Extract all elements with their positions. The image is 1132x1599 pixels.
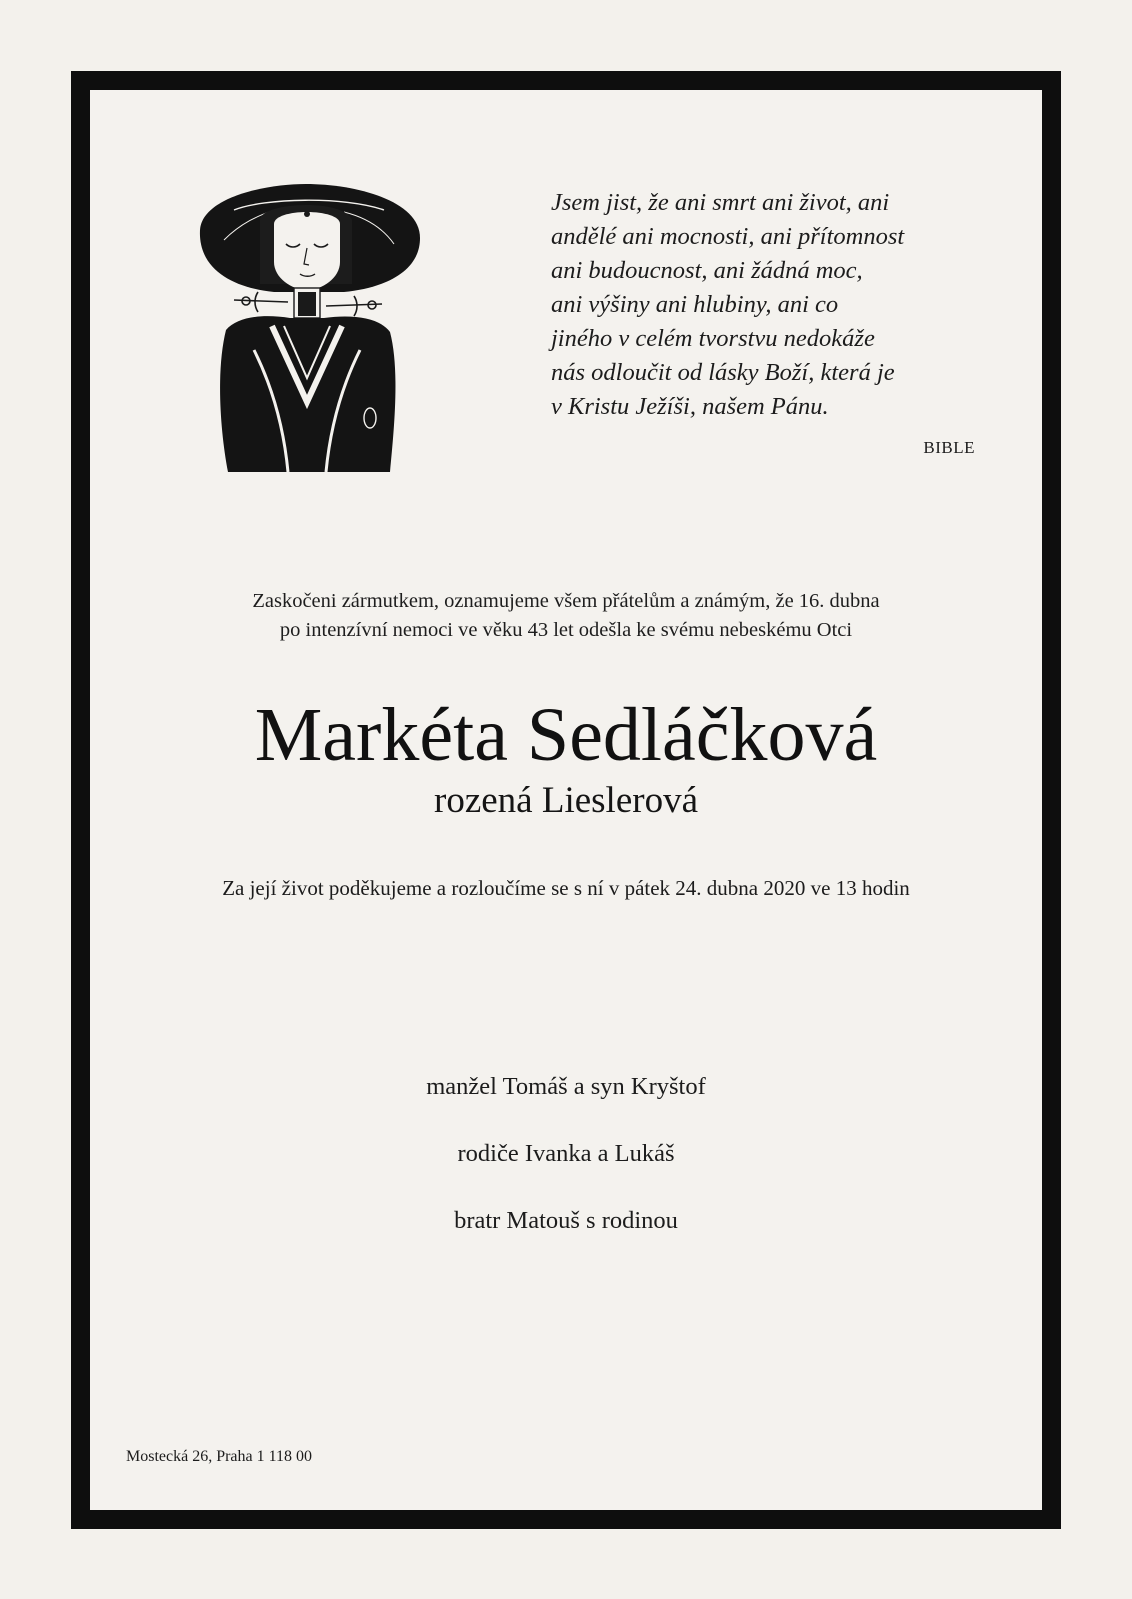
mourner-entry: bratr Matouš s rodinou: [454, 1207, 678, 1234]
quote-line: ani budoucnost, ani žádná moc,: [551, 257, 863, 284]
mourner-entry: rodiče Ivanka a Lukáš: [457, 1140, 675, 1167]
bible-quote: [551, 186, 981, 424]
quote-source: BIBLE: [923, 438, 975, 457]
deceased-name: Markéta Sedláčková: [254, 693, 878, 777]
farewell-notice: Za její život poděkujeme a rozloučíme se s ní v pátek 24. dubna 2020 ve 13 hodin: [222, 876, 910, 900]
quote-line: v Kristu Ježíši, našem Pánu.: [551, 393, 829, 420]
quote-line: ani výšiny ani hlubiny, ani co: [551, 291, 839, 318]
woman-portrait-illustration: [194, 180, 424, 472]
announcement-text: [90, 587, 1042, 645]
obituary-card: [71, 71, 1061, 1529]
announcement-line: po intenzívní nemoci ve věku 43 let odešla ke svému nebeskému Otci: [279, 619, 853, 641]
mourner-entry: manžel Tomáš a syn Kryštof: [426, 1073, 706, 1100]
quote-line: jiného v celém tvorstvu nedokáže: [551, 325, 875, 352]
quote-line: andělé ani mocnosti, ani přítomnost: [551, 223, 905, 250]
quote-line: nás odloučit od lásky Boží, která je: [551, 359, 895, 386]
maiden-name: rozená Lieslerová: [434, 780, 698, 821]
quote-line: Jsem jist, že ani smrt ani život, ani: [551, 189, 890, 216]
announcement-line: Zaskočeni zármutkem, oznamujeme všem přátelům a známým, že 16. dubna: [252, 590, 880, 612]
address: Mostecká 26, Praha 1 118 00: [126, 1448, 313, 1465]
mourners-list: [90, 1070, 1042, 1271]
